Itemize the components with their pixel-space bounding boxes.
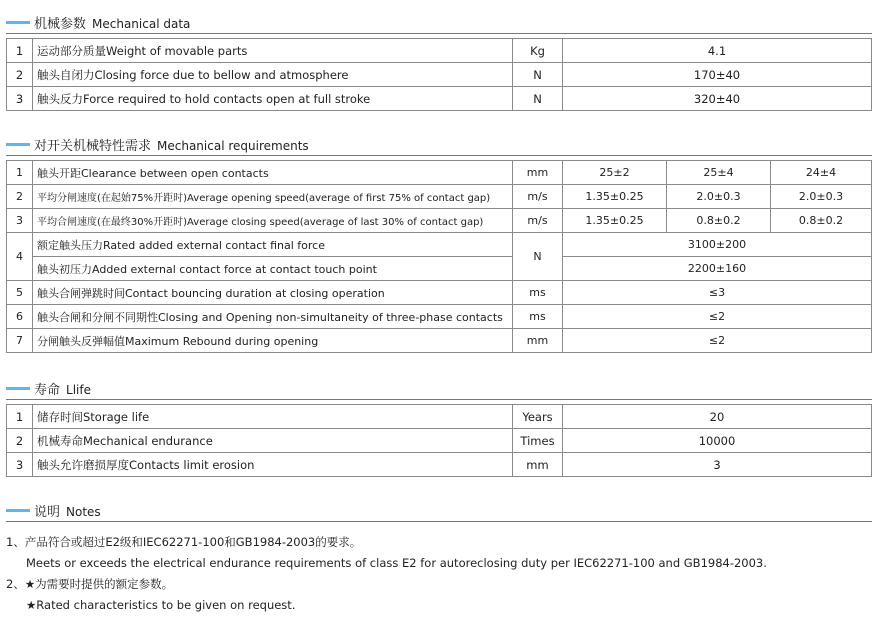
- parameter-description: 储存时间Storage life: [33, 405, 513, 429]
- parameter-description: 额定触头压力Rated added external contact final force: [33, 233, 513, 257]
- parameter-description: 机械寿命Mechanical endurance: [33, 429, 513, 453]
- parameter-description: 触头初压力Added external contact force at contact touch point: [33, 257, 513, 281]
- parameter-description: 平均合闸速度(在最终30%开距时)Average closing speed(average of last 30% of contact gap): [33, 209, 513, 233]
- section-accent-bar: [6, 143, 30, 146]
- table-row: [7, 329, 872, 353]
- section-accent-bar: [6, 21, 30, 24]
- mechanical-data-table: [6, 38, 872, 111]
- mechanical-data-section: [6, 12, 872, 106]
- value-cell: ≤3: [563, 281, 872, 305]
- row-number: 6: [7, 305, 33, 329]
- life-section: [6, 378, 872, 472]
- section-title: 机械参数 Mechanical data: [34, 17, 191, 32]
- value-cell: 170±40: [563, 63, 872, 87]
- row-number: 3: [7, 453, 33, 477]
- row-number: 5: [7, 281, 33, 305]
- table-row: [7, 209, 872, 233]
- row-number: 1: [7, 161, 33, 185]
- parameter-description: 触头自闭力Closing force due to bellow and atmosphere: [33, 63, 513, 87]
- unit-cell: N: [513, 63, 563, 87]
- table-row: [7, 305, 872, 329]
- parameter-description: 触头反力Force required to hold contacts open at full stroke: [33, 87, 513, 111]
- row-number: 2: [7, 63, 33, 87]
- section-title: 对开关机械特性需求 Mechanical requirements: [34, 139, 309, 154]
- row-number: 2: [7, 185, 33, 209]
- unit-cell: Times: [513, 429, 563, 453]
- table-row: [7, 161, 872, 185]
- section-title: 寿命 Llife: [34, 383, 91, 398]
- note-item-cn: 1、产品符合或超过E2级和IEC62271-100和GB1984-2003的要求。: [6, 535, 362, 549]
- value-cell: 3100±200: [563, 233, 872, 257]
- section-accent-bar: [6, 387, 30, 390]
- note-item-en: ★Rated characteristics to be given on request.: [26, 598, 296, 612]
- parameter-description: 分闸触头反弹幅值Maximum Rebound during opening: [33, 329, 513, 353]
- value-cell: 3: [563, 453, 872, 477]
- unit-cell: m/s: [513, 185, 563, 209]
- notes-header: [6, 500, 872, 520]
- unit-cell: Years: [513, 405, 563, 429]
- row-number: 1: [7, 39, 33, 63]
- row-number: 3: [7, 87, 33, 111]
- unit-cell: N: [513, 233, 563, 281]
- parameter-description: 触头开距Clearance between open contacts: [33, 161, 513, 185]
- value-cell: 0.8±0.2: [771, 209, 872, 233]
- life-table: [6, 404, 872, 477]
- table-row: [7, 257, 872, 281]
- note-item-en: Meets or exceeds the electrical endurance requirements of class E2 for autoreclosing duty per IEC62271-100 and GB1984-2003.: [26, 556, 767, 570]
- table-row: [7, 233, 872, 257]
- unit-cell: mm: [513, 453, 563, 477]
- value-cell: 2.0±0.3: [667, 185, 771, 209]
- section-accent-bar: [6, 509, 30, 512]
- parameter-description: 触头合闸弹跳时间Contact bouncing duration at closing operation: [33, 281, 513, 305]
- value-cell: 1.35±0.25: [563, 209, 667, 233]
- value-cell: 25±2: [563, 161, 667, 185]
- parameter-description: 触头允许磨损厚度Contacts limit erosion: [33, 453, 513, 477]
- section-title: 说明 Notes: [34, 505, 101, 520]
- value-cell: ≤2: [563, 305, 872, 329]
- row-number: 7: [7, 329, 33, 353]
- row-number: 3: [7, 209, 33, 233]
- value-cell: 4.1: [563, 39, 872, 63]
- table-row: [7, 453, 872, 477]
- notes-list: [6, 532, 767, 616]
- unit-cell: mm: [513, 161, 563, 185]
- mechanical-requirements-section: [6, 134, 872, 348]
- note-item-cn: 2、★为需要时提供的额定参数。: [6, 577, 174, 591]
- value-cell: ≤2: [563, 329, 872, 353]
- value-cell: 25±4: [667, 161, 771, 185]
- value-cell: 320±40: [563, 87, 872, 111]
- value-cell: 2200±160: [563, 257, 872, 281]
- unit-cell: ms: [513, 305, 563, 329]
- parameter-description: 触头合闸和分闸不同期性Closing and Opening non-simultaneity of three-phase contacts: [33, 305, 513, 329]
- mechanical-requirements-table: [6, 160, 872, 353]
- table-row: [7, 185, 872, 209]
- value-cell: 0.8±0.2: [667, 209, 771, 233]
- mechanical-requirements-header: [6, 134, 872, 154]
- life-header: [6, 378, 872, 398]
- table-row: [7, 39, 872, 63]
- unit-cell: Kg: [513, 39, 563, 63]
- parameter-description: 运动部分质量Weight of movable parts: [33, 39, 513, 63]
- table-row: [7, 63, 872, 87]
- value-cell: 10000: [563, 429, 872, 453]
- table-row: [7, 429, 872, 453]
- mechanical-data-header: [6, 12, 872, 32]
- unit-cell: ms: [513, 281, 563, 305]
- parameter-description: 平均分闸速度(在起始75%开距时)Average opening speed(average of first 75% of contact gap): [33, 185, 513, 209]
- unit-cell: m/s: [513, 209, 563, 233]
- row-number: 4: [7, 233, 33, 281]
- table-row: [7, 281, 872, 305]
- table-row: [7, 405, 872, 429]
- value-cell: 1.35±0.25: [563, 185, 667, 209]
- value-cell: 20: [563, 405, 872, 429]
- value-cell: 24±4: [771, 161, 872, 185]
- row-number: 1: [7, 405, 33, 429]
- unit-cell: N: [513, 87, 563, 111]
- table-row: [7, 87, 872, 111]
- value-cell: 2.0±0.3: [771, 185, 872, 209]
- notes-section: [6, 500, 872, 520]
- unit-cell: mm: [513, 329, 563, 353]
- row-number: 2: [7, 429, 33, 453]
